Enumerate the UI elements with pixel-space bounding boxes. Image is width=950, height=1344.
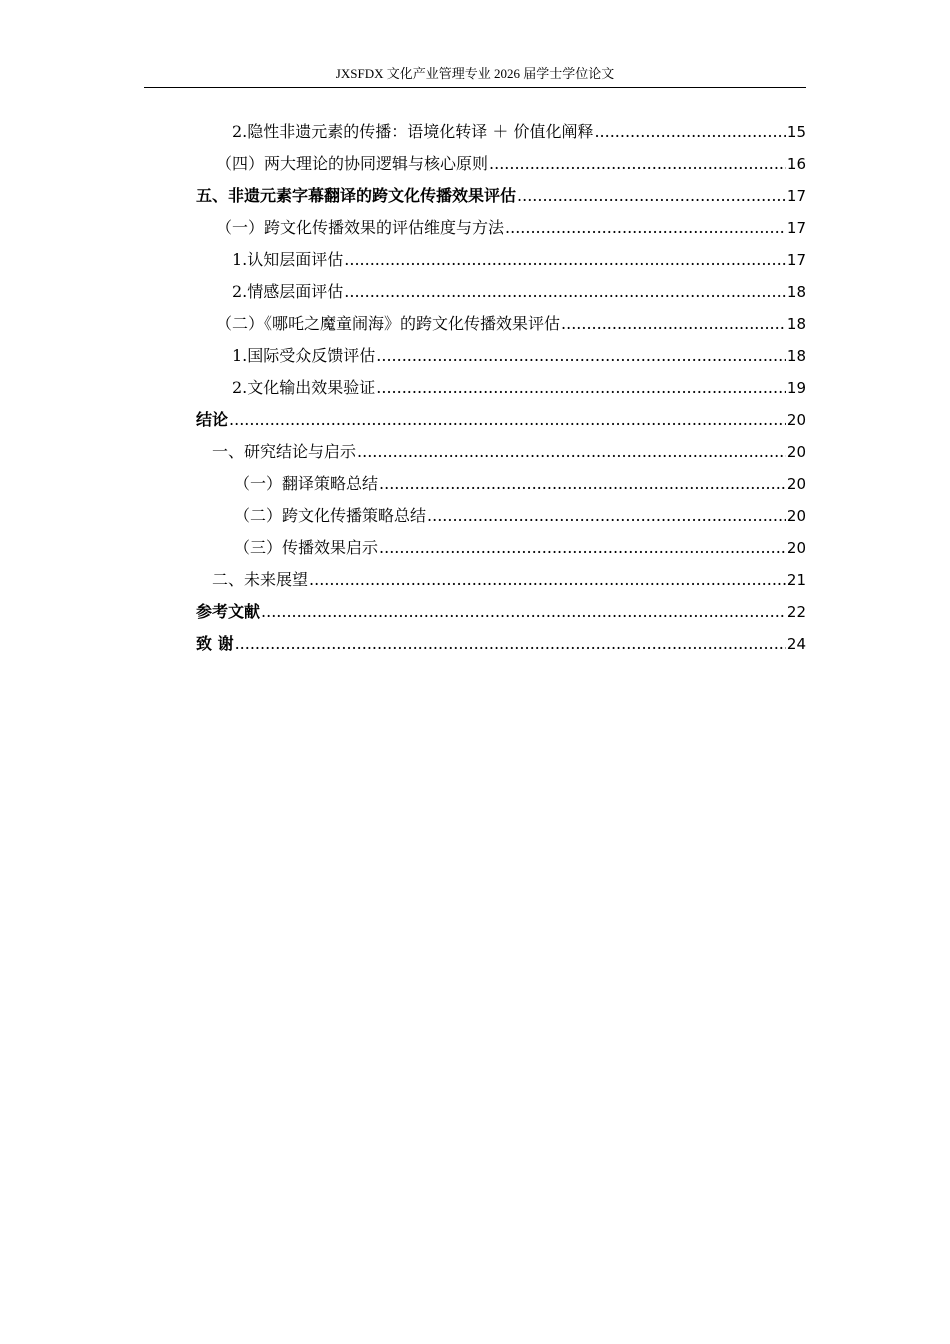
toc-page-number: 22 xyxy=(786,603,806,621)
toc-dot-leader xyxy=(561,308,786,340)
toc-dot-leader xyxy=(379,468,786,500)
toc-entry[interactable] xyxy=(196,340,806,372)
toc-page-number: 17 xyxy=(786,219,806,237)
toc-dot-leader xyxy=(505,212,786,244)
page-header xyxy=(144,64,806,88)
toc-page-number: 20 xyxy=(786,443,806,461)
toc-page-number: 17 xyxy=(786,251,806,269)
toc-dot-leader xyxy=(517,180,786,212)
toc-entry-title: （四）两大理论的协同逻辑与核心原则 xyxy=(216,154,489,173)
toc-entry-title: 1.认知层面评估 xyxy=(232,250,344,269)
toc-dot-leader xyxy=(594,116,785,148)
toc-entry[interactable] xyxy=(196,116,806,148)
toc-entry-title: 2.情感层面评估 xyxy=(232,282,344,301)
toc-entry[interactable] xyxy=(196,148,806,180)
toc-entry-title: 结论 xyxy=(196,410,229,429)
toc-entry-title: （二）跨文化传播策略总结 xyxy=(234,506,427,525)
toc-dot-leader xyxy=(489,148,786,180)
toc-entry-title: （一）跨文化传播效果的评估维度与方法 xyxy=(216,218,505,237)
toc-entry-title: （三）传播效果启示 xyxy=(234,538,379,557)
toc-entry-title: 参考文献 xyxy=(196,602,261,621)
toc-dot-leader xyxy=(376,340,786,372)
toc-page-number: 24 xyxy=(786,635,806,653)
toc-page-number: 20 xyxy=(786,539,806,557)
table-of-contents xyxy=(196,116,806,660)
toc-entry[interactable] xyxy=(196,404,806,436)
toc-dot-leader xyxy=(261,596,786,628)
toc-entry-title: 2.隐性非遗元素的传播：语境化转译 ＋ 价值化阐释 xyxy=(232,122,594,141)
toc-page-number: 20 xyxy=(786,507,806,525)
toc-entry[interactable] xyxy=(196,500,806,532)
header-title: JXSFDX 文化产业管理专业 2026 届学士学位论文 xyxy=(335,66,615,81)
toc-entry[interactable] xyxy=(196,628,806,660)
toc-entry[interactable] xyxy=(196,468,806,500)
toc-page-number: 19 xyxy=(786,379,806,397)
toc-dot-leader xyxy=(344,244,786,276)
toc-entry[interactable] xyxy=(196,212,806,244)
toc-entry-title: 1.国际受众反馈评估 xyxy=(232,346,376,365)
toc-entry[interactable] xyxy=(196,564,806,596)
toc-dot-leader xyxy=(235,628,786,660)
toc-page-number: 18 xyxy=(786,347,806,365)
toc-entry[interactable] xyxy=(196,596,806,628)
toc-dot-leader xyxy=(379,532,786,564)
toc-entry-title: 致 谢 xyxy=(196,634,234,653)
toc-page-number: 16 xyxy=(786,155,806,173)
toc-entry-title: （二）《哪吒之魔童闹海》的跨文化传播效果评估 xyxy=(216,314,561,333)
toc-dot-leader xyxy=(229,404,786,436)
toc-dot-leader xyxy=(344,276,786,308)
toc-dot-leader xyxy=(427,500,786,532)
toc-page-number: 21 xyxy=(786,571,806,589)
toc-entry-title: 五、非遗元素字幕翻译的跨文化传播效果评估 xyxy=(196,186,517,205)
toc-page-number: 15 xyxy=(786,123,806,141)
toc-page-number: 20 xyxy=(786,475,806,493)
toc-entry-title: 2.文化输出效果验证 xyxy=(232,378,376,397)
toc-page-number: 18 xyxy=(786,315,806,333)
toc-entry[interactable] xyxy=(196,308,806,340)
toc-entry[interactable] xyxy=(196,244,806,276)
toc-dot-leader xyxy=(376,372,786,404)
toc-page-number: 20 xyxy=(786,411,806,429)
toc-page-number: 18 xyxy=(786,283,806,301)
toc-entry[interactable] xyxy=(196,436,806,468)
toc-page-number: 17 xyxy=(786,187,806,205)
toc-dot-leader xyxy=(309,564,786,596)
toc-entry[interactable] xyxy=(196,276,806,308)
toc-dot-leader xyxy=(357,436,786,468)
toc-entry[interactable] xyxy=(196,372,806,404)
toc-entry-title: （一）翻译策略总结 xyxy=(234,474,379,493)
toc-entry-title: 一、研究结论与启示 xyxy=(212,442,357,461)
toc-entry-title: 二、未来展望 xyxy=(212,570,309,589)
toc-entry[interactable] xyxy=(196,180,806,212)
toc-entry[interactable] xyxy=(196,532,806,564)
